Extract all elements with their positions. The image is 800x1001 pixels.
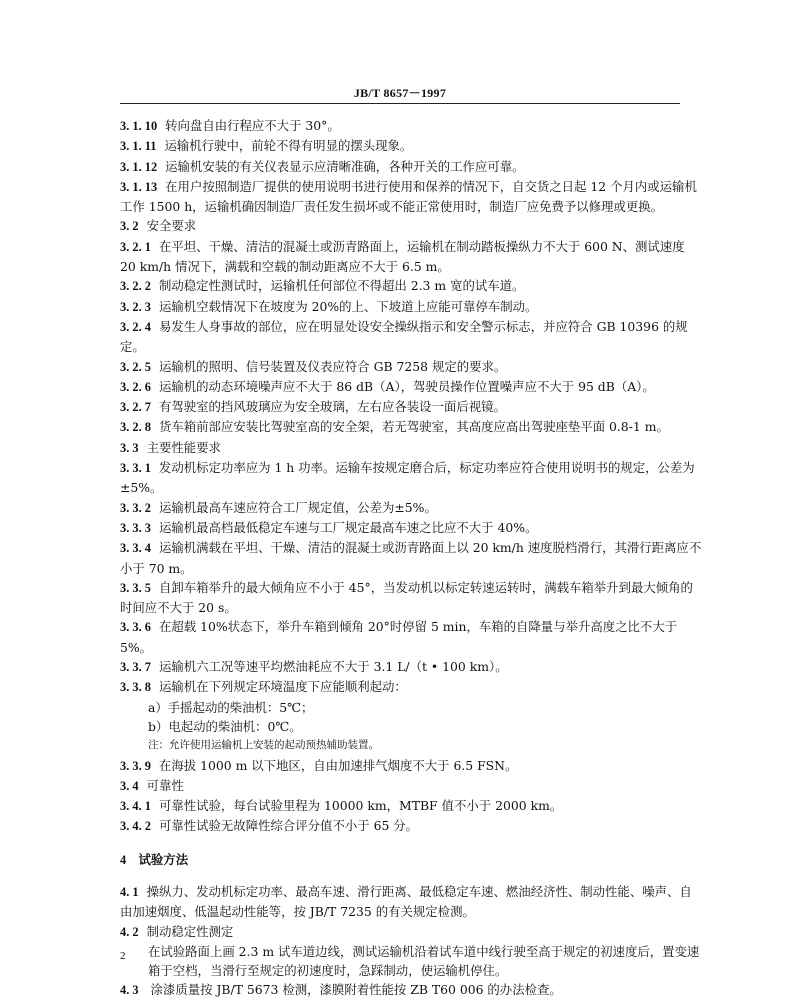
document-header: JB/T 8657－1997 [353,86,447,100]
section-number: 4 [120,852,127,867]
clause-text: 在平坦、干燥、清洁的混凝土或沥青路面上，运输机在制动踏板操纵力不大于 600 N、测试速度 20 km/h 情况下，满载和空载的制动距离应不大于 6.5 m。 [120,238,685,275]
clause [120,458,704,498]
clause [120,377,704,397]
clause [120,157,704,177]
clause [120,116,704,136]
clause-number: 3. 1. 10 [120,119,158,133]
sub-item-a: a）手摇起动的柴油机：5℃； [148,699,314,715]
clause [120,882,704,922]
clause-text: 制动稳定性测试时，运输机任何部位不得超出 2.3 m 宽的试车道。 [158,278,525,294]
clause-list-4-1-to-4-2 [120,882,704,942]
clause [120,357,704,377]
document-body [120,116,704,1001]
clause [120,796,704,816]
clause [120,397,704,417]
clause-text: 在海拔 1000 m 以下地区，自由加速排气烟度不大于 6.5 FSN。 [158,757,518,773]
clause-text: 运输机最高车速应符合工厂规定值，公差为±5%。 [158,499,437,515]
clause-text: 制动稳定性测定 [146,923,234,939]
clause-number: 3. 2. 4 [120,319,151,334]
clause-number: 3. 3. 7 [120,660,151,675]
clause [120,617,704,657]
clause-list-3-1-to-3-3-8 [120,116,704,698]
clause [120,297,704,317]
clause [120,518,704,538]
paragraph-4-2: 在试验路面上画 2.3 m 试车道边线，测试运输机沿着试车道中线行驶至高于规定的初速度后，置变速箱于空档，当滑行至规定的初速度时，急踩制动，使运输机停住。 [148,943,700,979]
header-rule [120,103,680,104]
clause-number: 3. 3 [120,440,139,455]
clause [120,657,704,677]
clause-number: 3. 3. 4 [120,541,151,556]
section-4-heading [120,850,704,870]
clause-text: 运输机的动态环境噪声应不大于 86 dB（A），驾驶员操作位置噪声应不大于 95 dB（A）。 [158,378,655,394]
clause-number: 3. 4. 1 [120,799,151,814]
clause [120,677,704,697]
clause-text: 可靠性试验无故障性综合评分值不小于 65 分。 [158,818,419,834]
clause [120,578,704,618]
section-title: 试验方法 [138,851,189,867]
clause-text: 操纵力、发动机标定功率、最高车速、滑行距离、最低稳定车速、燃油经济性、制动性能、噪声、自由加速烟度、低温起动性能等，按 JB/T 7235 的有关规定检测。 [120,883,692,920]
clause-text: 运输机空载情况下在坡度为 20%的上、下坡道上应能可靠停车制动。 [158,298,538,314]
clause-text: 主要性能要求 [146,439,221,455]
clause-text: 在用户按照制造厂提供的使用说明书进行使用和保养的情况下，自交货之日起 12 个月内或运输机工作 1500 h，运输机确因制造厂责任发生损坏或不能正常使用时，制造厂应免费予以修理或更换。 [120,178,697,215]
note: 注：允许使用运输机上安装的起动预热辅助装置。 [148,739,379,752]
clause [120,816,704,836]
clause-text: 安全要求 [146,218,197,234]
clause-number: 3. 4. 2 [120,819,151,834]
clause-number: 3. 2. 6 [120,379,151,394]
clause-text: 货车箱前部应安装比驾驶室高的安全架，若无驾驶室，其高度应高出驾驶座垫平面 0.8-1 m。 [158,419,669,435]
clause-number: 4. 1 [120,884,139,899]
clause [120,177,704,217]
clause-text: 运输机的照明、信号装置及仪表应符合 GB 7258 规定的要求。 [158,358,507,374]
clause-number: 3. 2. 5 [120,359,151,374]
clause [120,538,704,578]
clause [120,237,704,277]
clause-text: 可靠性试验，每台试验里程为 10000 km，MTBF 值不小于 2000 km。 [158,798,563,814]
clause-text: 运输机在下列规定环境温度下应能顺利起动： [158,679,407,695]
clause [120,498,704,518]
clause-number: 3. 1. 12 [120,159,158,174]
clause-number: 3. 3. 3 [120,520,151,535]
clause [120,417,704,437]
clause-number: 3. 2. 2 [120,279,151,294]
clause-number: 3. 4 [120,778,139,793]
clause-number: 4. 2 [120,924,139,939]
clause-number: 3. 3. 5 [120,580,151,595]
clause-text: 运输机行驶中，前轮不得有明显的摆头现象。 [164,138,413,154]
clause-text: 运输机六工况等速平均燃油耗应不大于 3.1 L/（t • 100 km）。 [158,659,508,675]
clause-number: 3. 3. 1 [120,461,151,476]
clause [120,756,704,776]
clause [120,438,704,458]
clause-number: 3. 2. 8 [120,420,151,435]
clause-text: 运输机满载在平坦、干燥、清洁的混凝土或沥青路面上以 20 km/h 速度脱档滑行，其滑行距离应不小于 70 m。 [120,540,702,576]
clause-text: 运输机最高档最低稳定车速与工厂规定最高车速之比应不大于 40%。 [158,519,538,535]
clause [120,317,704,357]
clause-4-3 [120,980,704,1000]
clause-number: 3. 2. 7 [120,400,151,415]
sub-item-b: b）电起动的柴油机：0℃。 [148,718,302,734]
clause-number: 3. 1. 11 [120,139,157,154]
page-number: 2 [120,950,126,962]
clause-list-3-3-9-to-3-4-2 [120,756,704,837]
clause-text: 转向盘自由行程应不大于 30°。 [165,118,340,133]
clause [120,922,704,942]
clause-text: 发动机标定功率应为 1 h 功率。运输车按规定磨合后，标定功率应符合使用说明书的规定，公差为±5%。 [120,460,695,496]
clause-text: 有驾驶室的挡风玻璃应为安全玻璃，左右应各装设一面后视镜。 [158,399,506,415]
clause-number: 3. 2. 3 [120,299,151,314]
clause-text: 自卸车箱举升的最大倾角应不小于 45°，当发动机以标定转速运转时，满载车箱举升到最大倾角的时间应不大于 20 s。 [120,579,693,616]
clause-text: 在超载 10%状态下，举升车箱到倾角 20°时停留 5 min，车箱的自降量与举升高度之比不大于 5%。 [120,619,678,655]
clause-number: 3. 3. 8 [120,680,151,695]
clause-number: 3. 2. 1 [120,239,151,254]
clause-number: 3. 1. 13 [120,179,158,194]
clause-number: 4. 3 [120,983,139,998]
clause-number: 3. 3. 6 [120,620,151,635]
clause-number: 3. 3. 9 [120,758,151,773]
clause-text: 涂漆质量按 JB/T 5673 检测，漆膜附着性能按 ZB T60 006 的办法检查。 [150,982,562,998]
clause-text: 可靠性 [146,777,184,793]
clause-text: 运输机安装的有关仪表显示应清晰准确，各种开关的工作应可靠。 [165,158,525,174]
clause [120,216,704,236]
clause-text: 易发生人身事故的部位，应在明显处设安全操纵指示和安全警示标志，并应符合 GB 10396 的规定。 [120,318,688,355]
clause-number: 3. 2 [120,219,139,234]
clause-number: 3. 3. 2 [120,500,151,515]
clause [120,276,704,296]
clause [120,136,704,156]
clause [120,776,704,796]
